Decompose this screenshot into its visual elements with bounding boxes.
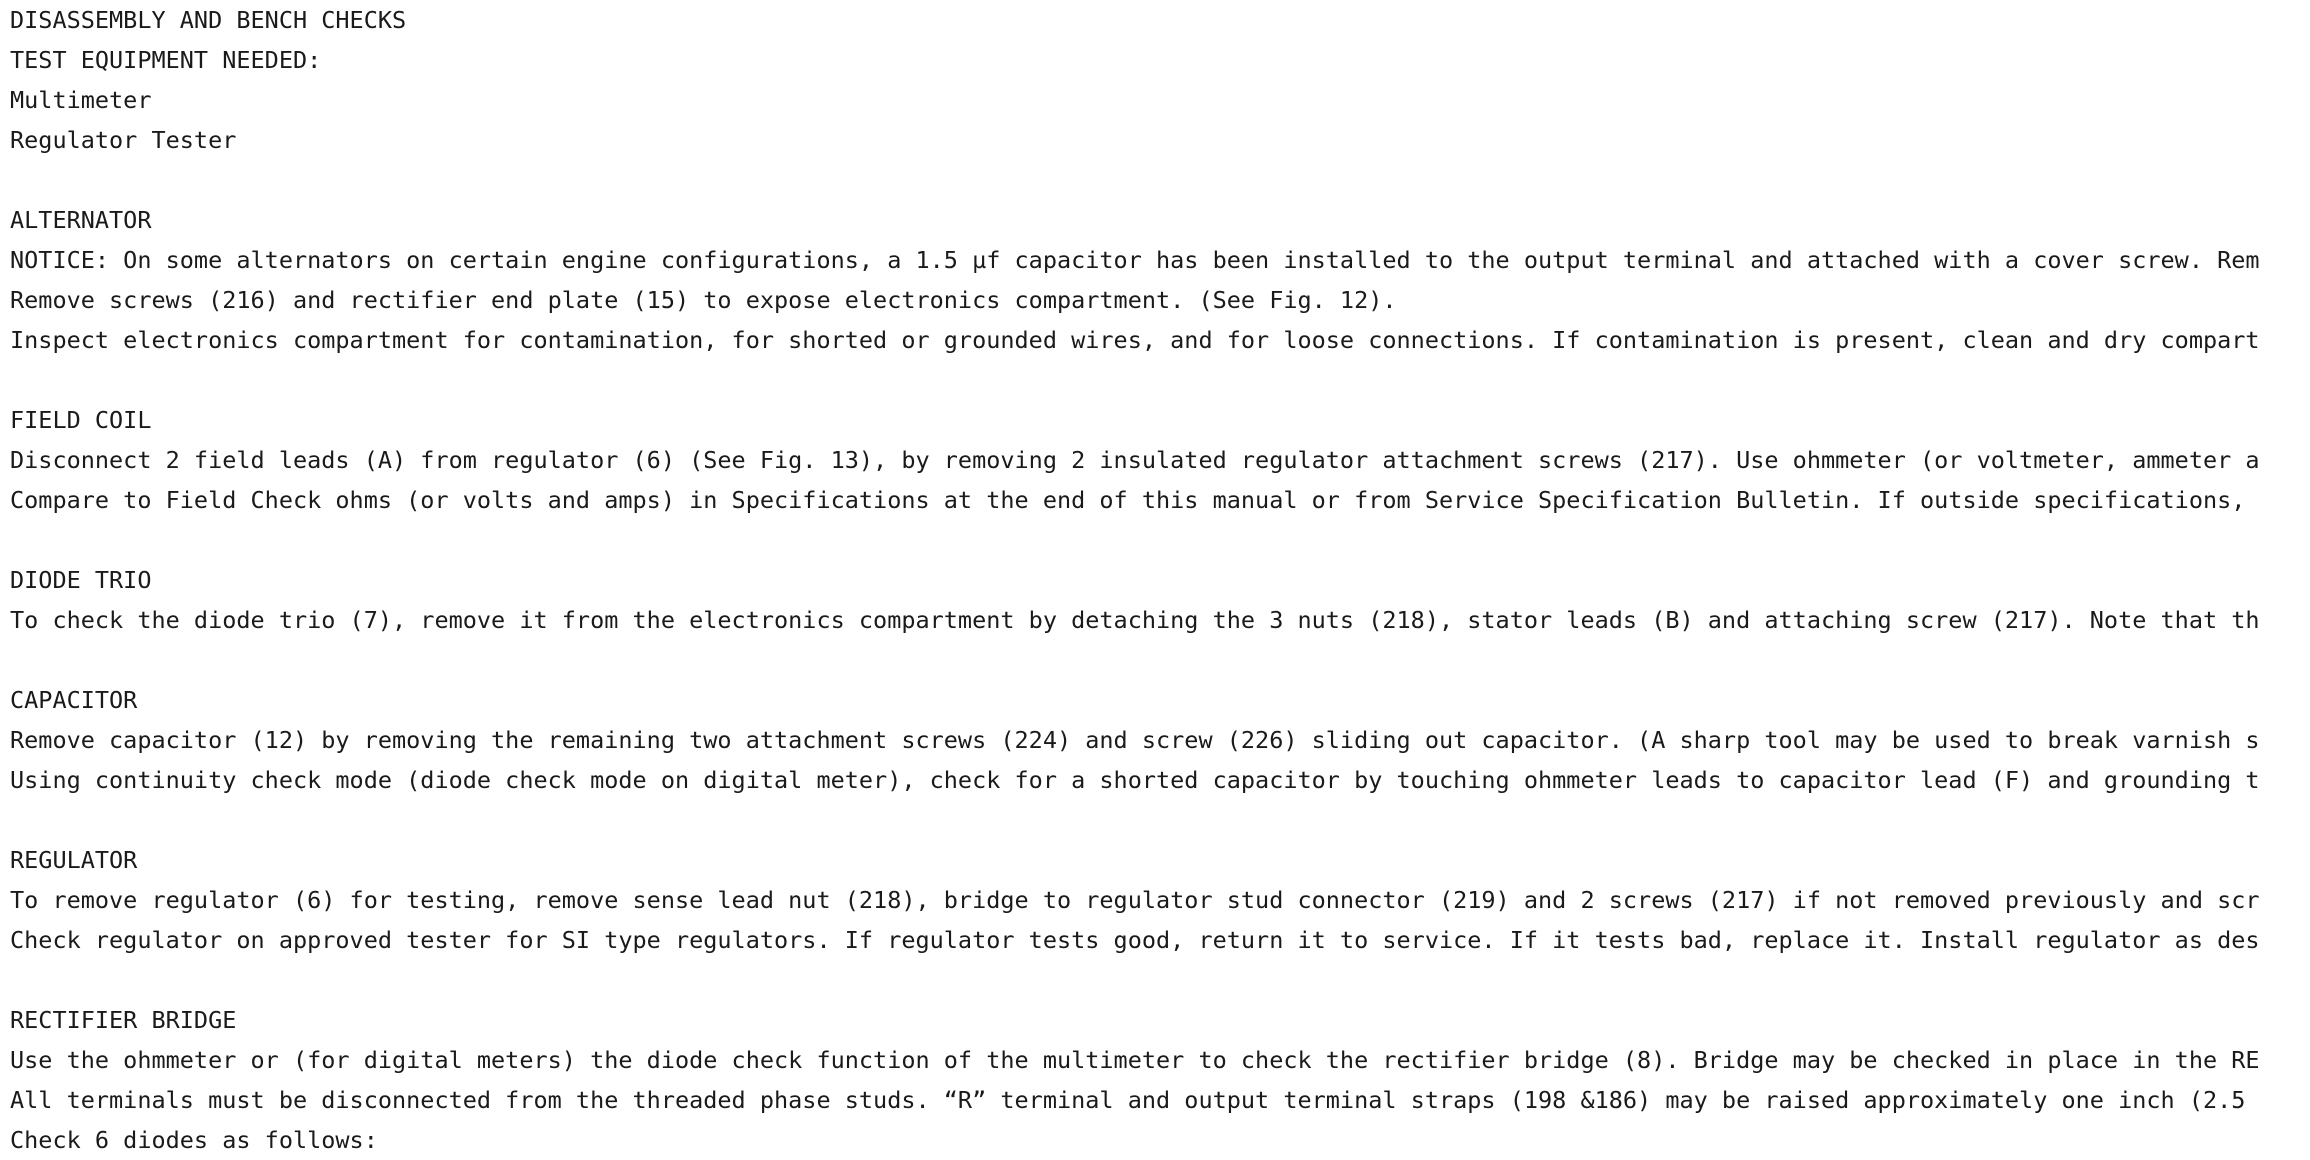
capacitor-step: Using continuity check mode (diode check mode on digital meter), check for a shorted capacitor by touching ohmmeter leads to capacitor lead (F) and grounding t	[10, 766, 2260, 794]
regulator-step: To remove regulator (6) for testing, remove sense lead nut (218), bridge to regulator stud connector (219) and 2 screws (217) if not removed previously and scr	[10, 886, 2260, 914]
alternator-step: Inspect electronics compartment for contamination, for shorted or grounded wires, and for loose connections. If contamination is present, clean and dry compart	[10, 326, 2260, 354]
rectifier-bridge-step: All terminals must be disconnected from the threaded phase studs. “R” terminal and output terminal straps (198 &186) may be raised approximately one inch (2.5	[10, 1086, 2260, 1114]
field-coil-step: Compare to Field Check ohms (or volts and amps) in Specifications at the end of this manual or from Service Specification Bulletin. If outside specifications,	[10, 486, 2260, 514]
spacer	[10, 960, 2310, 1000]
equipment-heading: TEST EQUIPMENT NEEDED:	[10, 46, 322, 74]
spacer	[10, 360, 2310, 400]
section-heading-capacitor: CAPACITOR	[10, 686, 138, 714]
regulator-step: Check regulator on approved tester for SI type regulators. If regulator tests good, return it to service. If it tests bad, replace it. Install regulator as des	[10, 926, 2260, 954]
spacer	[10, 640, 2310, 680]
field-coil-step: Disconnect 2 field leads (A) from regulator (6) (See Fig. 13), by removing 2 insulated regulator attachment screws (217). Use ohmmeter (or voltmeter, ammeter a	[10, 446, 2260, 474]
document-title: DISASSEMBLY AND BENCH CHECKS	[10, 6, 407, 34]
spacer	[10, 520, 2310, 560]
section-heading-field-coil: FIELD COIL	[10, 406, 152, 434]
spacer	[10, 160, 2310, 200]
spacer	[10, 800, 2310, 840]
equipment-item-multimeter: Multimeter	[10, 86, 152, 114]
document-text	[10, 0, 2310, 1154]
diode-trio-step: To check the diode trio (7), remove it from the electronics compartment by detaching the 3 nuts (218), stator leads (B) and attaching screw (217). Note that th	[10, 606, 2260, 634]
alternator-notice: NOTICE: On some alternators on certain engine configurations, a 1.5 µf capacitor has been installed to the output terminal and attached with a cover screw. Rem	[10, 246, 2260, 274]
section-heading-alternator: ALTERNATOR	[10, 206, 152, 234]
equipment-item-regulator-tester: Regulator Tester	[10, 126, 237, 154]
rectifier-bridge-step: Use the ohmmeter or (for digital meters) the diode check function of the multimeter to check the rectifier bridge (8). Bridge may be checked in place in the RE	[10, 1046, 2260, 1074]
section-heading-regulator: REGULATOR	[10, 846, 138, 874]
alternator-step: Remove screws (216) and rectifier end plate (15) to expose electronics compartment. (See Fig. 12).	[10, 286, 1397, 314]
capacitor-step: Remove capacitor (12) by removing the remaining two attachment screws (224) and screw (226) sliding out capacitor. (A sharp tool may be used to break varnish s	[10, 726, 2260, 754]
section-heading-rectifier-bridge: RECTIFIER BRIDGE	[10, 1006, 237, 1034]
section-heading-diode-trio: DIODE TRIO	[10, 566, 152, 594]
rectifier-bridge-step: Check 6 diodes as follows:	[10, 1126, 378, 1154]
